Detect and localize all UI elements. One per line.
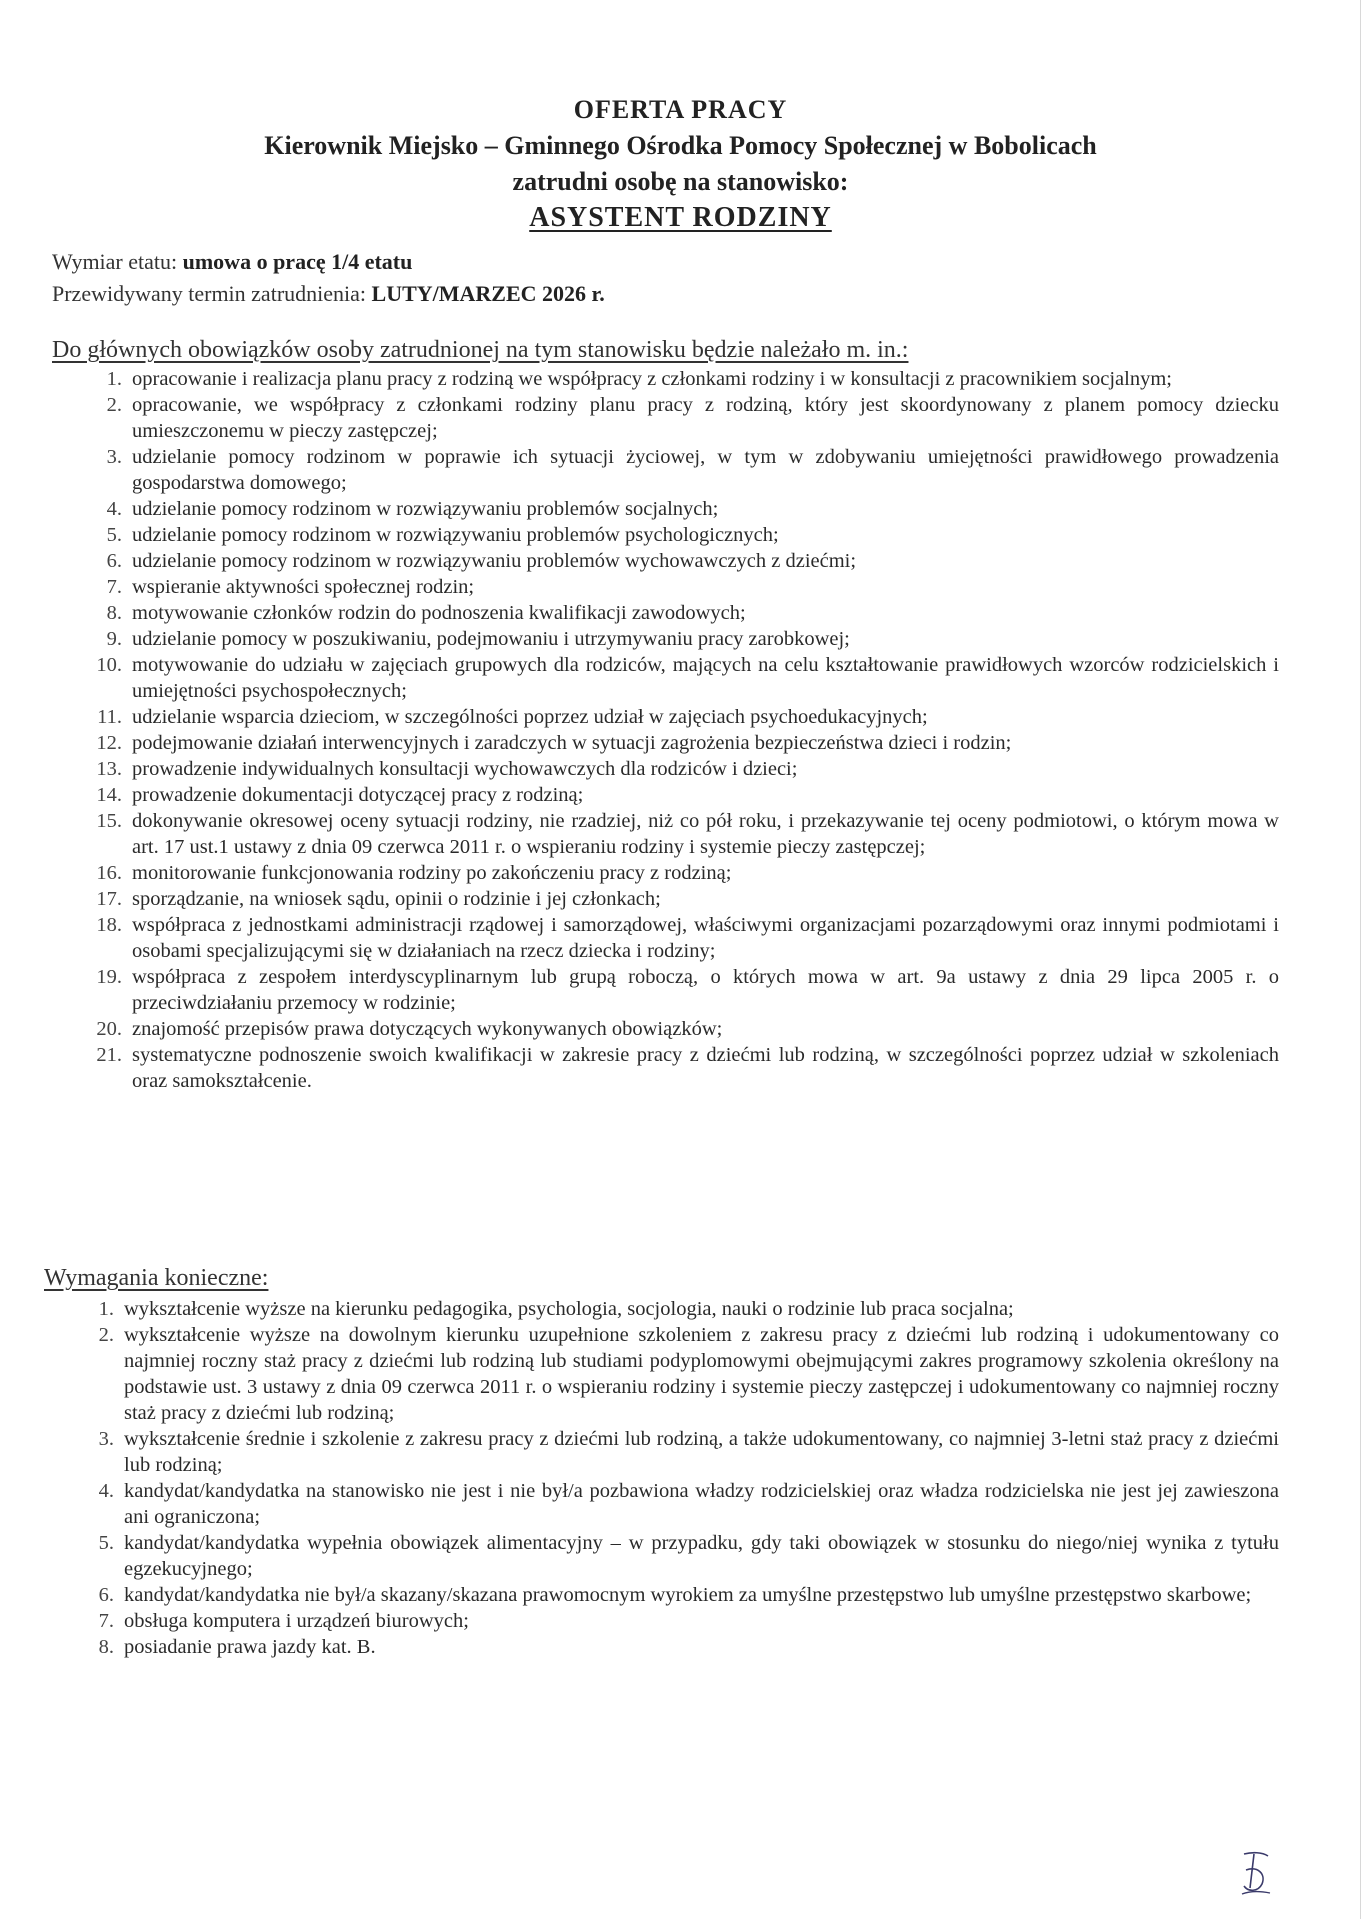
start-value: LUTY/MARZEC 2026 r. xyxy=(371,281,605,306)
list-item: 1. opracowanie i realizacja planu pracy z rodziną we współpracy z członkami rodziny i w konsultacji z pracownikiem socjalnym; xyxy=(106,368,1172,390)
list-item: 8. motywowanie członków rodzin do podnoszenia kwalifikacji zawodowych; xyxy=(106,602,746,624)
workload-label: Wymiar etatu: xyxy=(52,249,183,274)
list-item: 20. znajomość przepisów prawa dotyczących wykonywanych obowiązków; xyxy=(96,1018,723,1040)
list-item: 8. posiadanie prawa jazdy kat. B. xyxy=(98,1636,376,1658)
document-header xyxy=(0,92,1361,236)
list-item: 2. opracowanie, we współpracy z członkami rodziny planu pracy z rodziną, który jest skoordynowany z planem pomocy dziecku umieszczonemu w pieczy zastępczej; xyxy=(106,394,1279,442)
list-item: 9. udzielanie pomocy w poszukiwaniu, podejmowaniu i utrzymywaniu pracy zarobkowej; xyxy=(106,628,850,650)
list-item: 4. kandydat/kandydatka na stanowisko nie jest i nie był/a pozbawiona władzy rodzicielskiej oraz władza rodzicielska nie jest jej zawieszona ani ograniczona; xyxy=(98,1480,1279,1528)
job-meta xyxy=(52,246,1302,310)
list-item: 7. wspieranie aktywności społecznej rodzin; xyxy=(106,576,475,598)
list-item: 19. współpraca z zespołem interdyscyplinarnym lub grupą roboczą, o których mowa w art. 9a ustawy z dnia 29 lipca 2005 r. o przeciwdziałaniu przemocy w rodzinie; xyxy=(96,966,1279,1014)
requirements-list xyxy=(76,1296,1279,1660)
list-item: 13. prowadzenie indywidualnych konsultacji wychowawczych dla rodziców i dzieci; xyxy=(96,758,798,780)
workload-row xyxy=(52,246,1302,278)
employer-line: Kierownik Miejsko – Gminnego Ośrodka Pomocy Społecznej w Bobolicach xyxy=(264,131,1097,160)
list-item: 2. wykształcenie wyższe na dowolnym kierunku uzupełnione szkoleniem z zakresu pracy z dziećmi lub rodziną i udokumentowany co najmniej roczny staż pracy z dziećmi lub rodziną lub studiami podyplomowymi obejmującymi zakres programowy szkolenia określony na podstawie ust. 3 ustawy z dnia 09 czerwca 2011 r. o wspieraniu rodziny i systemie pieczy zastępczej i udokumentowany co najmniej roczny staż pracy z dziećmi lub rodziną; xyxy=(98,1324,1279,1424)
list-item: 10. motywowanie do udziału w zajęciach grupowych dla rodziców, mających na celu kształtowanie prawidłowych wzorców rodzicielskich i umiejętności psychospołecznych; xyxy=(96,654,1279,702)
list-item: 4. udzielanie pomocy rodzinom w rozwiązywaniu problemów socjalnych; xyxy=(106,498,719,520)
handwritten-initials-signature xyxy=(1236,1848,1276,1898)
position-title: ASYSTENT RODZINY xyxy=(529,202,832,233)
document-title: OFERTA PRACY xyxy=(573,95,788,124)
list-item: 11. udzielanie wsparcia dzieciom, w szczególności poprzez udział w zajęciach psychoedukacyjnych; xyxy=(97,706,928,728)
list-item: 15. dokonywanie okresowej oceny sytuacji rodziny, nie rzadziej, niż co pół roku, i przekazywanie tej oceny podmiotowi, o którym mowa w art. 17 ust.1 ustawy z dnia 09 czerwca 2011 r. o wspieraniu rodziny i systemie pieczy zastępczej; xyxy=(96,810,1279,858)
start-label: Przewidywany termin zatrudnienia: xyxy=(52,281,372,306)
list-item: 12. podejmowanie działań interwencyjnych i zaradczych w sytuacji zagrożenia bezpieczeństwa dzieci i rodzin; xyxy=(96,732,1012,754)
list-item: 17. sporządzanie, na wniosek sądu, opinii o rodzinie i jej członkach; xyxy=(96,888,661,910)
list-item: 5. udzielanie pomocy rodzinom w rozwiązywaniu problemów psychologicznych; xyxy=(106,524,779,546)
list-item: 14. prowadzenie dokumentacji dotyczącej pracy z rodziną; xyxy=(96,784,584,806)
list-item: 6. udzielanie pomocy rodzinom w rozwiązywaniu problemów wychowawczych z dziećmi; xyxy=(106,550,857,572)
list-item: 6. kandydat/kandydatka nie był/a skazany/skazana prawomocnym wyrokiem za umyślne przestępstwo lub umyślne przestępstwo skarbowe; xyxy=(98,1584,1252,1606)
list-item: 3. udzielanie pomocy rodzinom w poprawie ich sytuacji życiowej, w tym w zdobywaniu umiejętności prawidłowego prowadzenia gospodarstwa domowego; xyxy=(106,446,1279,494)
list-item: 7. obsługa komputera i urządzeń biurowych; xyxy=(98,1610,469,1632)
list-item: 3. wykształcenie średnie i szkolenie z zakresu pracy z dziećmi lub rodziną, a także udokumentowany, co najmniej 3-letni staż pracy z dziećmi lub rodziną; xyxy=(98,1428,1279,1476)
list-item: 5. kandydat/kandydatka wypełnia obowiązek alimentacyjny – w przypadku, gdy taki obowiązek w stosunku do niego/niej wynika z tytułu egzekucyjnego; xyxy=(98,1532,1279,1580)
duties-list xyxy=(84,366,1279,1094)
list-item: 16. monitorowanie funkcjonowania rodziny po zakończeniu pracy z rodziną; xyxy=(96,862,732,884)
duties-title: Do głównych obowiązków osoby zatrudnionej na tym stanowisku będzie należało m. in.: xyxy=(52,337,909,363)
requirements-title: Wymagania konieczne: xyxy=(44,1265,269,1291)
list-item: 18. współpraca z jednostkami administracji rządowej i samorządowej, właściwymi organizacjami pozarządowymi oraz innymi podmiotami i osobami specjalizującymi się w działaniach na rzecz dziecka i rodziny; xyxy=(96,914,1279,962)
list-item: 21. systematyczne podnoszenie swoich kwalifikacji w zakresie pracy z dziećmi lub rodziną, w szczególności poprzez udział w szkoleniach oraz samokształcenie. xyxy=(96,1044,1279,1092)
hiring-line: zatrudni osobę na stanowisko: xyxy=(512,167,849,196)
list-item: 1. wykształcenie wyższe na kierunku pedagogika, psychologia, socjologia, nauki o rodzinie lub praca socjalna; xyxy=(98,1298,1014,1320)
start-row xyxy=(52,278,1302,310)
workload-value: umowa o pracę 1/4 etatu xyxy=(182,249,413,274)
